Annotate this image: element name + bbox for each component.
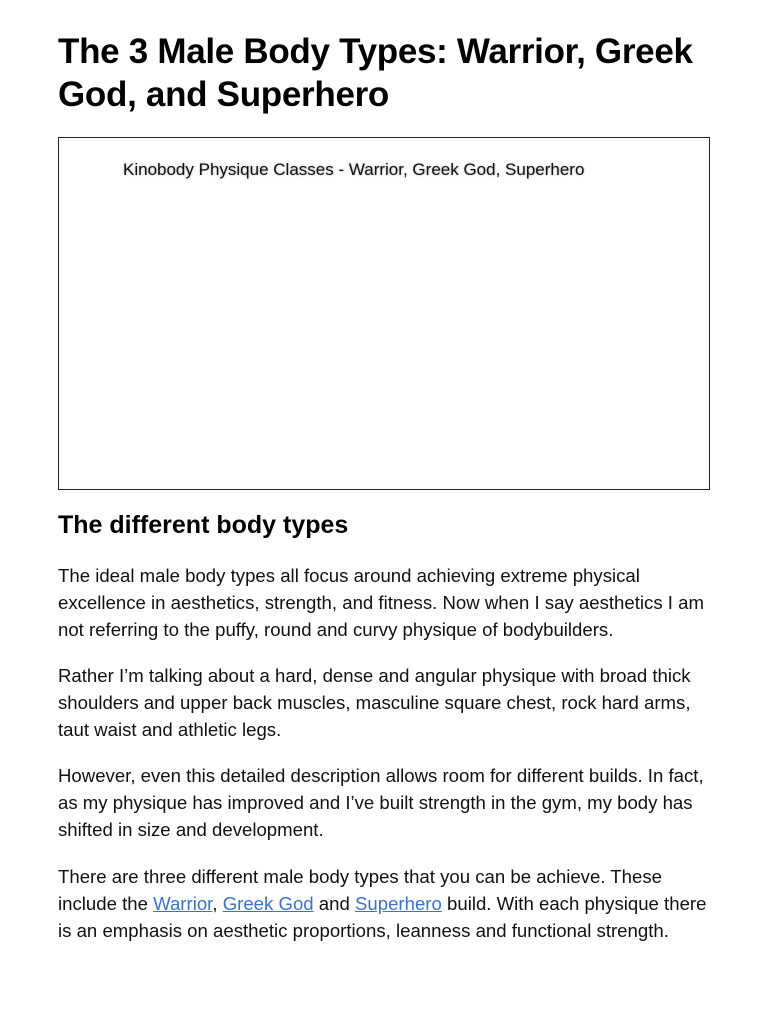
embedded-video[interactable] — [58, 137, 710, 490]
warrior-link[interactable]: Warrior — [153, 893, 213, 914]
greek-god-link[interactable]: Greek God — [222, 893, 314, 914]
paragraph-3: However, even this detailed description allows room for different builds. In fact, as my physique has improved and I’ve built strength in the gym, my body has shifted in size and development. — [58, 765, 704, 840]
paragraph-1: The ideal male body types all focus around achieving extreme physical excellence in aesthetics, strength, and fitness. Now when I say aesthetics I am not referring to the puffy, round and curvy physique of bodybuilders. — [58, 565, 704, 640]
page-title: The 3 Male Body Types: Warrior, Greek God, and Superhero — [58, 32, 693, 114]
paragraph-4-text-before: There are three different male body types that you can be achieve. These include the — [58, 866, 662, 914]
section-heading: The different body types — [58, 511, 349, 539]
paragraph-4 — [58, 863, 710, 944]
paragraph-4-text-after: build. With each physique there is an emphasis on aesthetic proportions, leanness and functional strength. — [58, 893, 707, 941]
paragraph-4-separator-2: and — [313, 893, 355, 914]
superhero-link[interactable]: Superhero — [355, 893, 442, 914]
paragraph-2: Rather I’m talking about a hard, dense and angular physique with broad thick shoulders and upper back muscles, masculine square chest, rock hard arms, taut waist and athletic legs. — [58, 665, 691, 740]
video-title[interactable]: Kinobody Physique Classes - Warrior, Greek God, Superhero — [123, 160, 585, 179]
paragraph-4-separator-1: , — [212, 893, 223, 914]
